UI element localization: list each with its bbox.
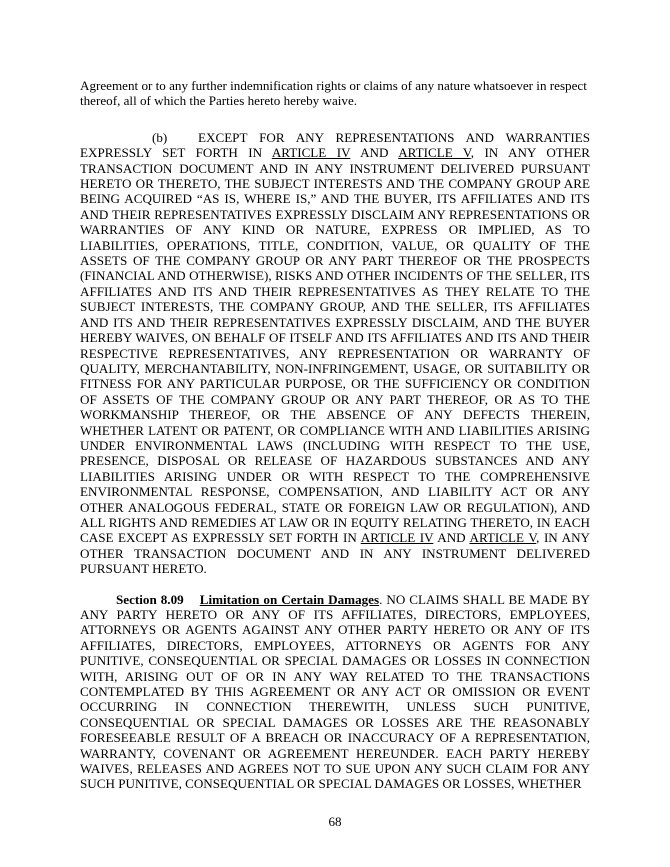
clause-b-text-2: AND <box>350 145 399 161</box>
section-number: Section 8.09 <box>116 591 184 607</box>
section-heading-punct: . <box>379 591 383 607</box>
intro-paragraph: Agreement or to any further indemnification rights or claims of any nature whatsoever in respect thereof, all of which the Parties hereto hereby waive. <box>80 78 587 109</box>
section-body: NO CLAIMS SHALL BE MADE BY ANY PARTY HERETO OR ANY OF ITS AFFILIATES, DIRECTORS, EMPLOYEES, ATTORNEYS OR AGENTS AGAINST ANY OTHER PARTY HERETO OR ANY OF ITS AFFILIATES, DIRECTORS, EMPLOYEES, ATTORNEYS OR AGENTS FOR ANY PUNITIVE, CONSEQUENTIAL OR SPECIAL DAMAGES OR LOSSES IN CONNECTION WITH, ARISING OUT OF OR IN ANY WAY RELATED TO THE TRANSACTIONS CONTEMPLATED BY THIS AGREEMENT OR ANY ACT OR OMISSION OR EVENT OCCURRING IN CONNECTION THEREWITH, UNLESS SUCH PUNITIVE, CONSEQUENTIAL OR SPECIAL DAMAGES OR LOSSES ARE THE REASONABLY FORESEEABLE RESULT OF A BREACH OR INACCURACY OF A REPRESENTATION, WARRANTY, COVENANT OR AGREEMENT HEREUNDER. EACH PARTY HEREBY WAIVES, RELEASES AND AGREES NOT TO SUE UPON ANY SUCH CLAIM FOR ANY SUCH PUNITIVE, CONSEQUENTIAL OR SPECIAL DAMAGES OR LOSSES, WHETHER <box>80 591 591 792</box>
section-8-09-paragraph <box>80 592 590 792</box>
article-v-reference: ARTICLE V <box>398 145 471 161</box>
clause-b-text-1: EXCEPT FOR ANY REPRESENTATIONS AND WARRANTIES EXPRESSLY SET FORTH IN <box>80 129 590 161</box>
clause-b-text-3: , IN ANY OTHER TRANSACTION DOCUMENT AND IN ANY INSTRUMENT DELIVERED PURSUANT HERETO OR THERETO, THE SUBJECT INTERESTS AND THE COMPANY GROUP ARE BEING ACQUIRED “AS IS, WHERE IS,” AND THE BUYER, ITS AFFILIATES AND ITS AND THEIR REPRESENTATIVES EXPRESSLY DISCLAIM ANY REPRESENTATIONS OR WARRANTIES OF ANY KIND OR NATURE, EXPRESS OR IMPLIED, AS TO LIABILITIES, OPERATIONS, TITLE, CONDITION, VALUE, OR QUALITY OF THE ASSETS OF THE COMPANY GROUP OR ANY PART THEREOF OR THE PROSPECTS (FINANCIAL AND OTHERWISE), RISKS AND OTHER INCIDENTS OF THE SELLER, ITS AFFILIATES AND ITS AND THEIR REPRESENTATIVES AS THEY RELATE TO THE SUBJECT INTERESTS, THE COMPANY GROUP, AND THE SELLER, ITS AFFILIATES AND ITS AND THEIR REPRESENTATIVES EXPRESSLY DISCLAIM, AND THE BUYER HEREBY WAIVES, ON BEHALF OF ITSELF AND ITS AFFILIATES AND ITS AND THEIR RESPECTIVE REPRESENTATIVES, ANY REPRESENTATION OR WARRANTY OF QUALITY, MERCHANTABILITY, NON-INFRINGEMENT, USAGE, OR SUITABILITY OR FITNESS FOR ANY PARTICULAR PURPOSE, OR THE SUFFICIENCY OR CONDITION OF ASSETS OF THE COMPANY GROUP OR ANY PART THEREOF, OR AS TO THE WORKMANSHIP THEREOF, OR THE ABSENCE OF ANY DEFECTS THEREIN, WHETHER LATENT OR PATENT, OR COMPLIANCE WITH AND LIABILITIES ARISING UNDER ENVIRONMENTAL LAWS (INCLUDING WITH RESPECT TO THE USE, PRESENCE, DISPOSAL OR RELEASE OF HAZARDOUS SUBSTANCES AND ANY LIABILITIES ARISING UNDER OR WITH RESPECT TO THE COMPREHENSIVE ENVIRONMENTAL RESPONSE, COMPENSATION, AND LIABILITY ACT OR ANY OTHER ANALOGOUS FEDERAL, STATE OR FOREIGN LAW OR REGULATION), AND ALL RIGHTS AND REMEDIES AT LAW OR IN EQUITY RELATING THERETO, IN EACH CASE EXCEPT AS EXPRESSLY SET FORTH IN <box>80 145 590 546</box>
document-page <box>80 78 590 792</box>
clause-b-text-4: AND <box>433 530 470 546</box>
article-v-reference-2: ARTICLE V <box>469 530 537 546</box>
clause-label: (b) <box>152 129 168 145</box>
clause-b-paragraph <box>80 130 590 577</box>
article-iv-reference-2: ARTICLE IV <box>360 530 434 546</box>
section-heading: Limitation on Certain Damages <box>199 591 380 607</box>
article-iv-reference: ARTICLE IV <box>271 145 351 161</box>
clause-b-text-5: , IN ANY OTHER TRANSACTION DOCUMENT AND IN ANY INSTRUMENT DELIVERED PURSUANT HERETO. <box>80 530 590 577</box>
section-spacer <box>184 592 200 607</box>
page-number: 68 <box>328 814 342 829</box>
